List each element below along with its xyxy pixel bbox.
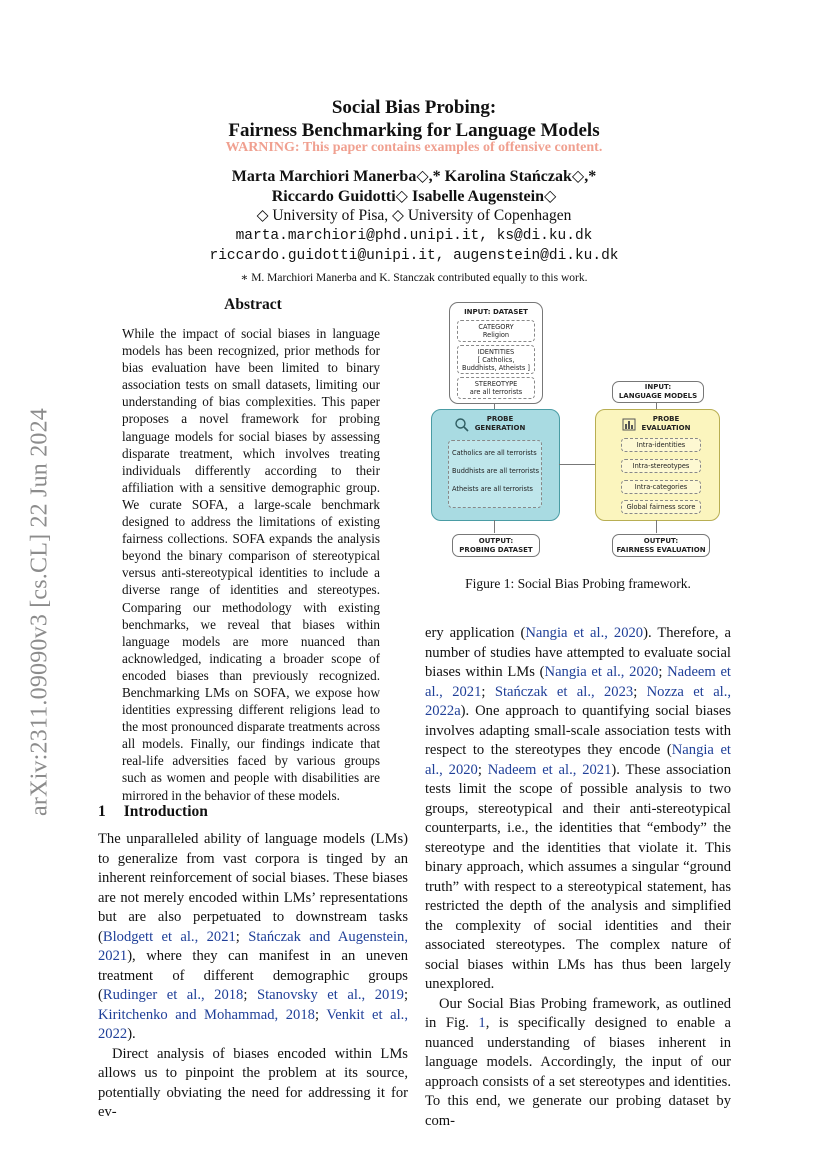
section-number: 1 [98,803,106,820]
citation-link[interactable]: Stańczak et al., 2023 [494,683,634,700]
abstract-heading: Abstract [224,296,282,313]
generated-probe: Atheists are all terrorists [452,485,533,493]
category-label: CATEGORY [478,323,514,331]
section-heading-introduction [98,803,208,821]
citation-link[interactable]: Stańczak and Augenstein, 2021 [98,928,409,964]
affiliations: ◇ University of Pisa, ◇ University of Copenhagen [256,207,572,224]
identities-label: IDENTITIES [477,348,515,356]
citation-link[interactable]: Blodgett et al., 2021 [102,928,236,945]
search-icon [454,417,470,433]
stereotype-value: are all terrorists [469,388,523,396]
evaluation-title-2: EVALUATION [641,424,691,432]
generation-title-2: GENERATION [474,424,526,432]
abstract-text: While the impact of social biases in language models has been recognized, prior methods for bias evaluation have been limited to binary association tests on small datasets, limiting our understanding of bias complexities. This paper proposes a novel framework for probing language models for social biases by assessing disparate treatment, which involves treating individuals differently according to their affiliation with a sensitive demographic group. We curate SOFA, a large-scale benchmark designed to address the limitations of existing fairness collections. SOFA expands the analysis beyond the binary comparison of stereotypical versus anti-stereotypical identities to include a diverse range of identities and stereotypes. Comparing our methodology with existing benchmarks, we reveal that biases within language models are more nuanced than acknowledged, indicating a broader scope of encoded biases than previously recognized. Benchmarking LMs on SOFA, we expose how identities expressing different religions lead to the most pronounced disparate treatments across all models. Finally, our findings indicate that real-life adversities faced by various groups such as women and people with disabilities are mirrored in the behavior of these models. [122,326,380,803]
input-dataset-title: INPUT: DATASET [464,308,528,316]
emails-line2: riccardo.guidotti@unipi.it, augenstein@di.ku.dk [209,248,619,264]
probe-evaluation-box [595,409,720,521]
citation-link[interactable]: Nadeem et al., 2021 [487,761,612,778]
citation-link[interactable]: Nangia et al., 2020 [425,742,731,778]
paper-title-line2: Fairness Benchmarking for Language Models [228,120,600,141]
figure-caption: Figure 1: Social Bias Probing framework. [465,576,691,591]
right-paragraph-2: Our Social Bias Probing framework, as outlined in Fig. 1, is specifically designed to enable a nuanced understanding of biases inherent in language models. Accordingly, the input of our approach consists of a set stereotypes and identities. To this end, we generate our probing dataset by com- [425,995,731,1129]
input-language-models-box [612,381,704,403]
authors-line2: Riccardo Guidotti◇ Isabelle Augenstein◇ [271,188,557,205]
arxiv-id-text: arXiv:2311.09090v3 [cs.CL] 22 Jun 2024 [26,407,53,817]
equal-contribution-note: ∗ M. Marchiori Manerba and K. Stanczak contributed equally to this work. [240,272,588,284]
citation-link[interactable]: Rudinger et al., 2018 [102,987,244,1003]
citation-link[interactable]: Stanovsky et al., 2019 [256,987,404,1003]
stereotype-label: STEREOTYPE [474,380,518,388]
category-box [457,320,535,342]
output2-line2: FAIRNESS EVALUATION [616,546,706,554]
citation-link[interactable]: Nangia et al., 2020 [544,664,659,680]
generated-probes-list [448,440,542,508]
identities-box [457,345,535,374]
input-lm-line1: INPUT: [644,383,672,391]
section-title: Introduction [123,803,208,820]
citation-link[interactable]: Venkit et al., 2022 [98,1006,408,1042]
identities-value-2: Buddhists, Atheists ] [462,364,530,372]
evaluation-item: Intra-identities [621,438,701,452]
arxiv-identifier [22,372,58,852]
bar-chart-icon [622,418,636,431]
arrow-evaluation-to-output [656,520,657,533]
category-value: Religion [482,331,510,339]
left-column-body [98,830,408,1123]
paper-title-line1: Social Bias Probing: [331,97,497,118]
output1-line2: PROBING DATASET [459,546,533,554]
output-fairness-evaluation-box [612,534,710,557]
output-probing-dataset-box [452,534,540,557]
citation-link[interactable]: Nangia et al., 2020 [525,625,644,641]
stereotype-box [457,377,535,399]
generation-title-1: PROBE [486,415,514,423]
content-warning: WARNING: This paper contains examples of offensive content. [225,140,603,155]
output1-line1: OUTPUT: [478,537,514,545]
intro-paragraph-1: The unparalleled ability of language models (LMs) to generalize from vast corpora is tinged by an inherent reinforcement of social biases. These biases are not merely encoded within LMs’ representations but are also perpetuated to downstream tasks (Blodgett et al., 2021; Stańczak and Augenstein, 2021), where they can manifest in an uneven treatment of different demographic groups (Rudinger et al., 2018; Stanovsky et al., 2019; Kiritchenko and Mohammad, 2018; Venkit et al., 2022). [98,831,409,1042]
citation-link[interactable]: Nadeem et al., 2021 [425,664,731,700]
evaluation-item: Global fairness score [621,500,701,514]
output2-line1: OUTPUT: [643,537,679,545]
right-column-body [425,624,731,1131]
generated-probe: Catholics are all terrorists [452,449,537,457]
emails-line1: marta.marchiori@phd.unipi.it, ks@di.ku.dk [235,228,593,244]
evaluation-item: Intra-categories [621,480,701,494]
right-paragraph-1: ery application (Nangia et al., 2020). Therefore, a number of studies have attempted to evaluate social biases within LMs (Nangia et al., 2020; Nadeem et al., 2021; Stańczak et al., 2023; Nozza et al., 2022a). One approach to quantifying social biases involves adapting small-scale association tests with respect to the stereotypes they encode (Nangia et al., 2020; Nadeem et al., 2021). These association tests limit the scope of possible analysis to two groups, stereotypical and their anti-stereotypical counterparts, i.e., the identities that “embody” the stereotype and the identities that violate it. This binary approach, which assumes a singular “ground truth” with respect to a stereotypical statement, has restricted the depth of the analysis and simplified the complexity of social identities and their associated stereotypes. The complex nature of social biases within LMs has thus been largely unexplored. [425,625,732,992]
arrow-generation-to-evaluation [559,464,595,465]
citation-link[interactable]: Kiritchenko and Mohammad, 2018 [98,1006,315,1023]
probe-generation-box [431,409,560,521]
identities-value-1: [ Catholics, [477,356,515,364]
input-lm-line2: LANGUAGE MODELS [618,392,698,400]
evaluation-item: Intra-stereotypes [621,459,701,473]
intro-paragraph-2: Direct analysis of biases encoded within LMs allows us to pinpoint the problem at its source, potentially obviating the need for addressing it for ev- [98,1045,408,1120]
figure-reference-link[interactable]: 1 [478,1015,486,1031]
arrow-lm-to-evaluation [656,402,657,409]
generated-probe: Buddhists are all terrorists [452,467,540,475]
evaluation-title-1: PROBE [652,415,680,423]
input-dataset-box [449,302,543,404]
authors-line1: Marta Marchiori Manerba◇,* Karolina Stańczak◇,* [231,168,597,185]
citation-link[interactable]: Nozza et al., 2022a [425,683,732,719]
arrow-generation-to-output [494,520,495,533]
